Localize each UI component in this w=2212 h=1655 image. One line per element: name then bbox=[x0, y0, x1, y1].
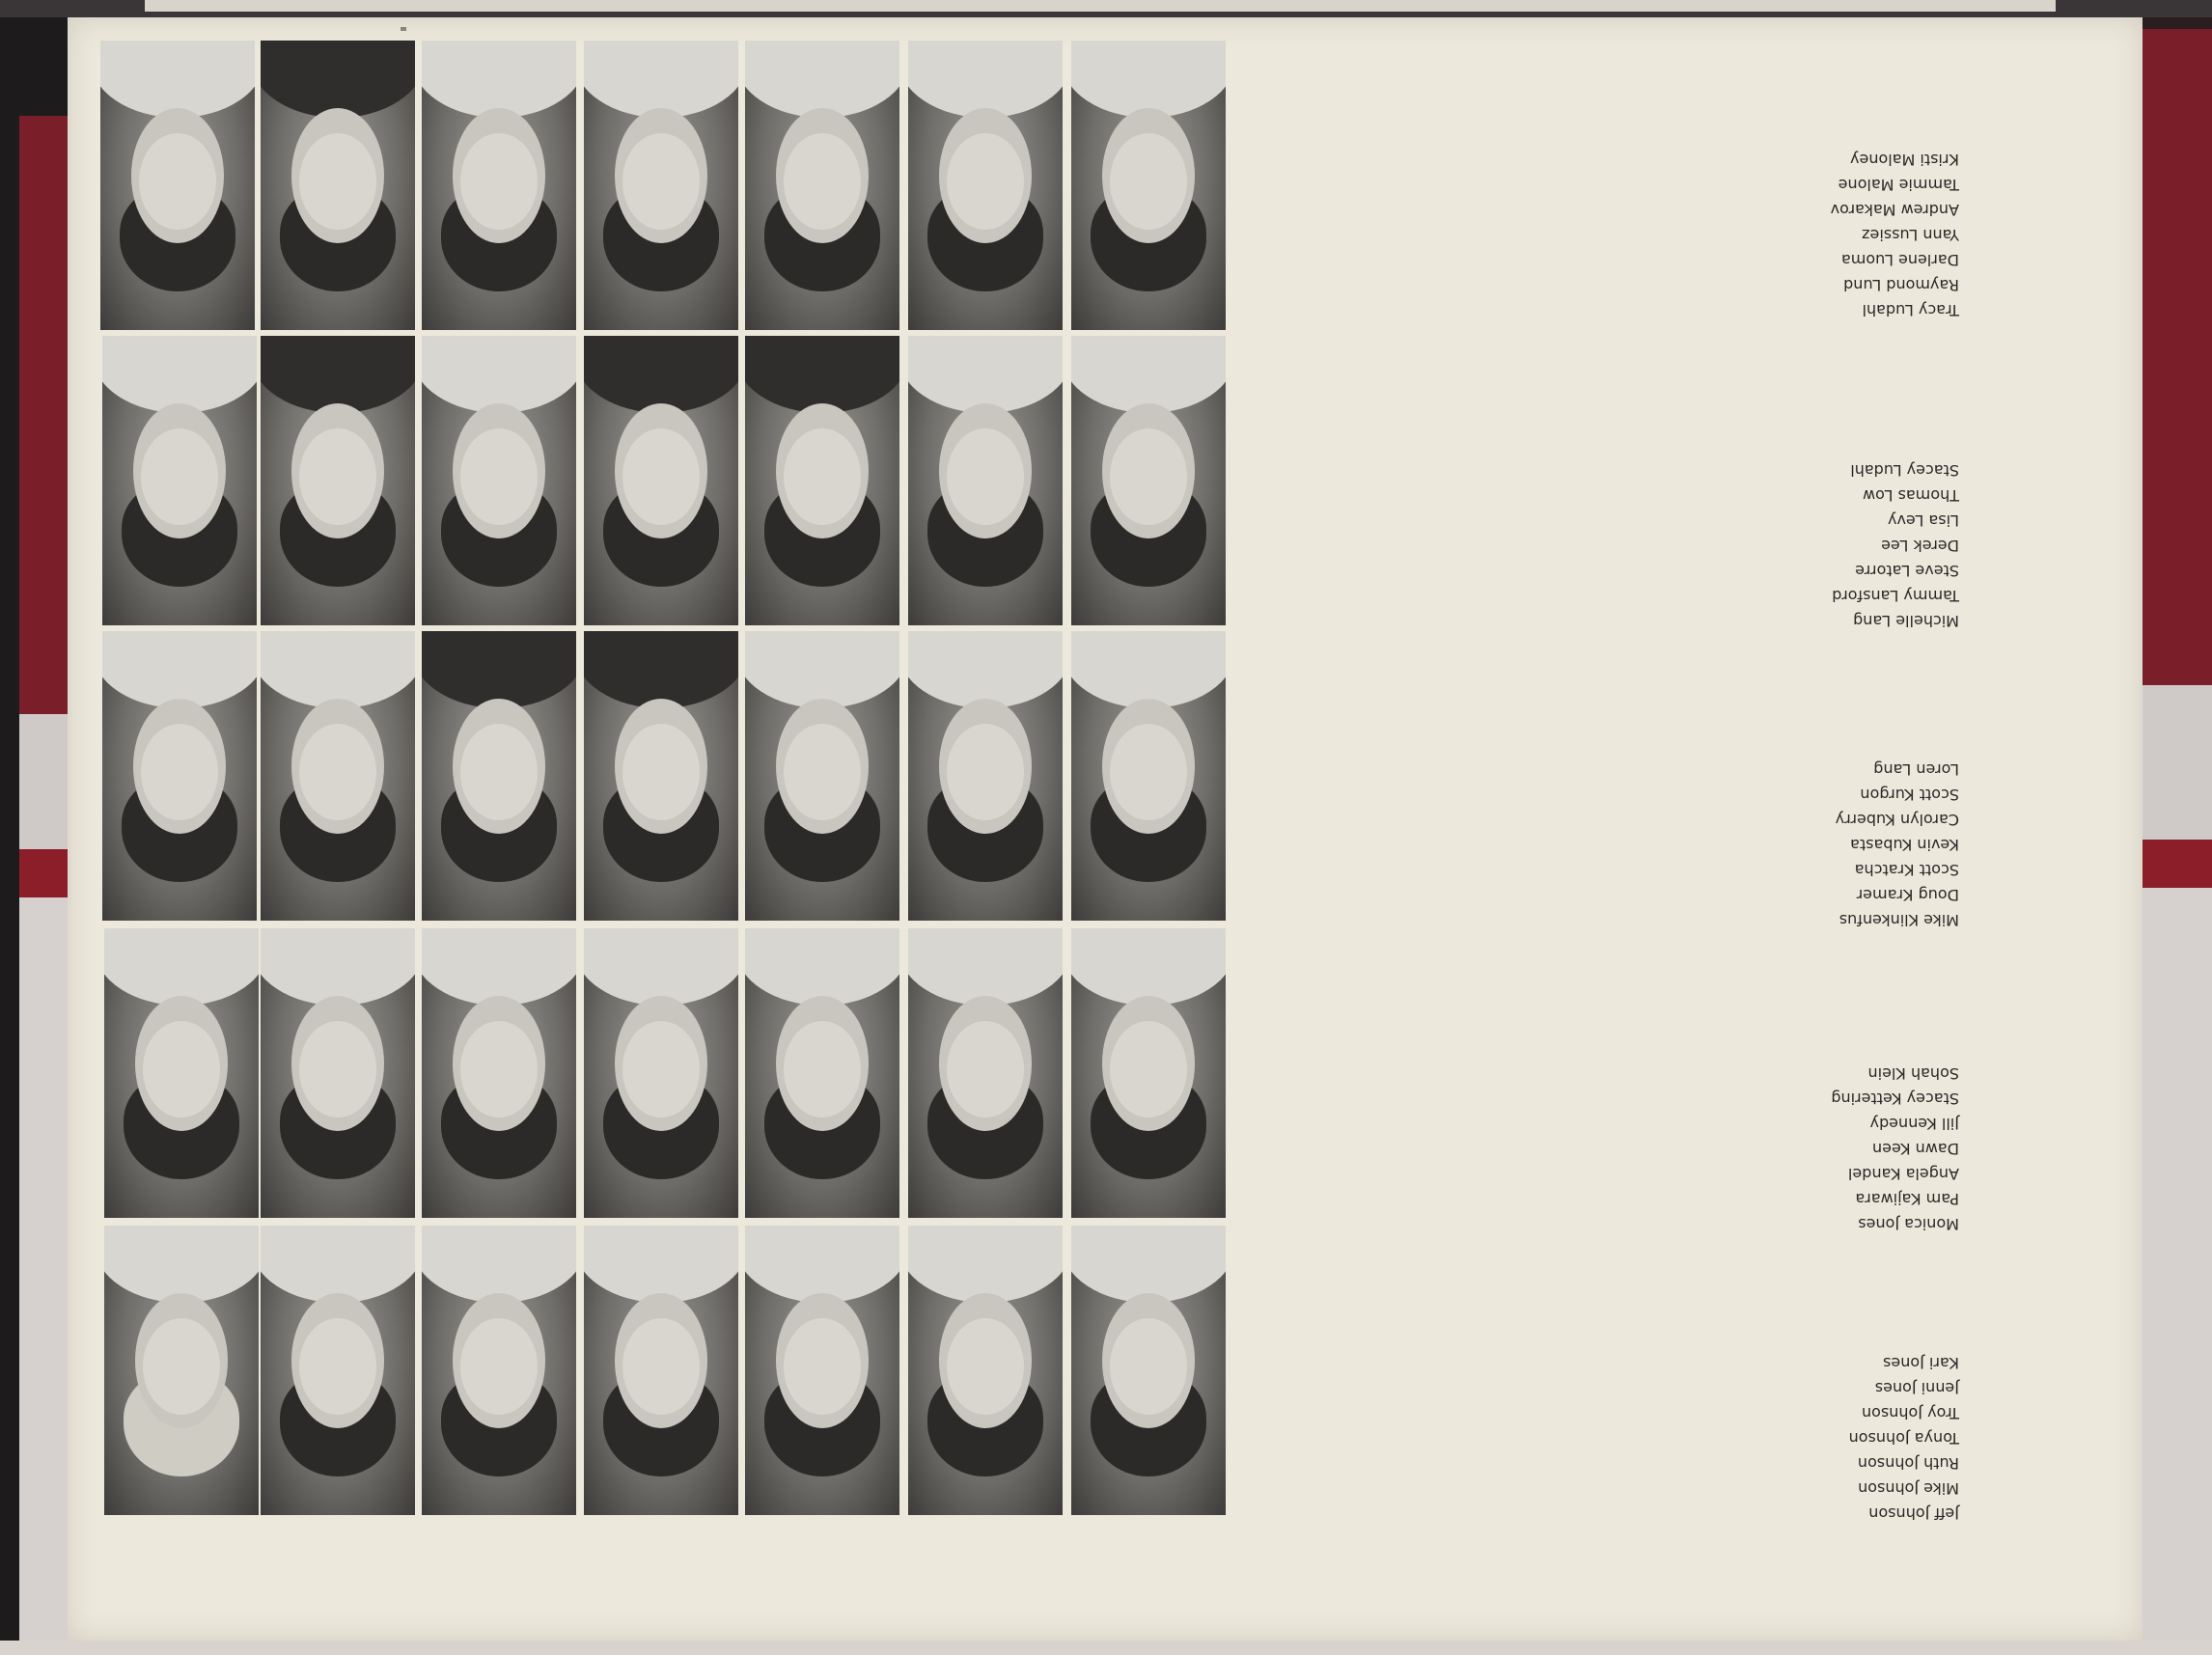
portrait-photo bbox=[584, 41, 738, 330]
student-name: Derek Lee bbox=[1881, 537, 1959, 555]
scan-mark bbox=[401, 27, 406, 31]
student-name: Carolyn Kuberry bbox=[1835, 811, 1959, 829]
top-page-edge bbox=[145, 0, 2056, 12]
portrait-photo bbox=[584, 928, 738, 1218]
student-name: Mike Klinkenfus bbox=[1839, 911, 1959, 929]
student-name: Darlene Luoma bbox=[1840, 251, 1959, 269]
student-name: Mike Johnson bbox=[1858, 1479, 1959, 1498]
student-name: Ruth Johnson bbox=[1857, 1454, 1959, 1473]
portrait-photo bbox=[100, 41, 255, 330]
portrait-photo bbox=[422, 928, 576, 1218]
name-caption-group bbox=[1814, 1035, 1959, 1236]
student-name: Raymond Lund bbox=[1843, 276, 1959, 294]
portrait-photo bbox=[745, 41, 899, 330]
portrait-photo bbox=[584, 631, 738, 921]
portrait-photo bbox=[908, 41, 1063, 330]
portrait-photo bbox=[104, 928, 259, 1218]
student-name: Stacey Ludahl bbox=[1850, 461, 1959, 480]
student-name: Doug Kramer bbox=[1856, 886, 1959, 904]
student-name: Jeff Johnson bbox=[1868, 1504, 1959, 1523]
student-name: Jenni Jones bbox=[1874, 1379, 1959, 1397]
portrait-photo bbox=[1071, 631, 1226, 921]
portrait-photo bbox=[102, 631, 257, 921]
student-name: Tracy Ludahl bbox=[1862, 301, 1959, 319]
portrait-photo bbox=[1071, 41, 1226, 330]
portrait-photo bbox=[745, 1226, 899, 1515]
portrait-photo bbox=[584, 336, 738, 625]
student-name: Scott Kurgon bbox=[1860, 786, 1959, 804]
student-name: Jill Kennedy bbox=[1869, 1115, 1959, 1133]
portrait-photo bbox=[908, 928, 1063, 1218]
student-name: Michelle Lang bbox=[1853, 612, 1959, 630]
name-caption-group bbox=[1814, 122, 1959, 322]
student-name: Sohah Klein bbox=[1867, 1064, 1959, 1083]
student-name: Andrew Makarov bbox=[1830, 201, 1959, 219]
right-cover-red-stripe bbox=[2141, 840, 2212, 888]
portrait-photo bbox=[745, 631, 899, 921]
portrait-photo bbox=[908, 631, 1063, 921]
student-name: Stacey Kettering bbox=[1831, 1090, 1959, 1108]
portrait-photo bbox=[104, 1226, 259, 1515]
student-name: Loren Lang bbox=[1873, 760, 1959, 779]
portrait-photo bbox=[261, 41, 415, 330]
name-caption-group bbox=[1814, 1325, 1959, 1526]
student-name: Lisa Levy bbox=[1888, 511, 1959, 530]
portrait-photo bbox=[584, 1226, 738, 1515]
student-name: Troy Johnson bbox=[1861, 1404, 1959, 1422]
student-name: Pam Kajiwara bbox=[1855, 1190, 1959, 1208]
portrait-photo bbox=[422, 631, 576, 921]
bottom-page-edge bbox=[0, 1641, 2212, 1655]
right-cover-red-band bbox=[2141, 29, 2212, 685]
right-cover-lower-band bbox=[2141, 888, 2212, 1655]
student-name: Kristi Maloney bbox=[1850, 151, 1959, 169]
name-caption-group bbox=[1814, 731, 1959, 932]
student-name: Kari Jones bbox=[1883, 1354, 1959, 1372]
portrait-photo bbox=[1071, 928, 1226, 1218]
portrait-photo bbox=[422, 41, 576, 330]
student-name: Kevin Kubasta bbox=[1850, 836, 1959, 854]
portrait-photo bbox=[908, 336, 1063, 625]
student-name: Steve Latorre bbox=[1855, 562, 1959, 580]
student-name: Tammie Malone bbox=[1838, 176, 1959, 194]
portrait-photo bbox=[261, 631, 415, 921]
portrait-photo bbox=[745, 928, 899, 1218]
student-name: Tonya Johnson bbox=[1848, 1429, 1959, 1448]
portrait-photo bbox=[261, 336, 415, 625]
portrait-photo bbox=[908, 1226, 1063, 1515]
right-cover-gray-band bbox=[2141, 685, 2212, 840]
portrait-photo bbox=[261, 1226, 415, 1515]
yearbook-page bbox=[68, 17, 2143, 1641]
portrait-photo bbox=[1071, 336, 1226, 625]
portrait-photo bbox=[102, 336, 257, 625]
portrait-photo bbox=[745, 336, 899, 625]
student-name: Monica Jones bbox=[1858, 1215, 1959, 1233]
portrait-photo bbox=[422, 1226, 576, 1515]
portrait-photo bbox=[1071, 1226, 1226, 1515]
student-name: Yann Lussiez bbox=[1862, 226, 1959, 244]
student-name: Thomas Low bbox=[1862, 486, 1959, 505]
portrait-photo bbox=[422, 336, 576, 625]
top-binding-strip bbox=[0, 0, 2212, 17]
name-caption-group bbox=[1814, 432, 1959, 633]
student-name: Scott Kratcha bbox=[1854, 861, 1959, 879]
portrait-photo bbox=[261, 928, 415, 1218]
student-name: Dawn Keen bbox=[1872, 1140, 1959, 1158]
student-name: Tammy Lansford bbox=[1832, 587, 1959, 605]
student-name: Angela Kandel bbox=[1847, 1165, 1959, 1183]
